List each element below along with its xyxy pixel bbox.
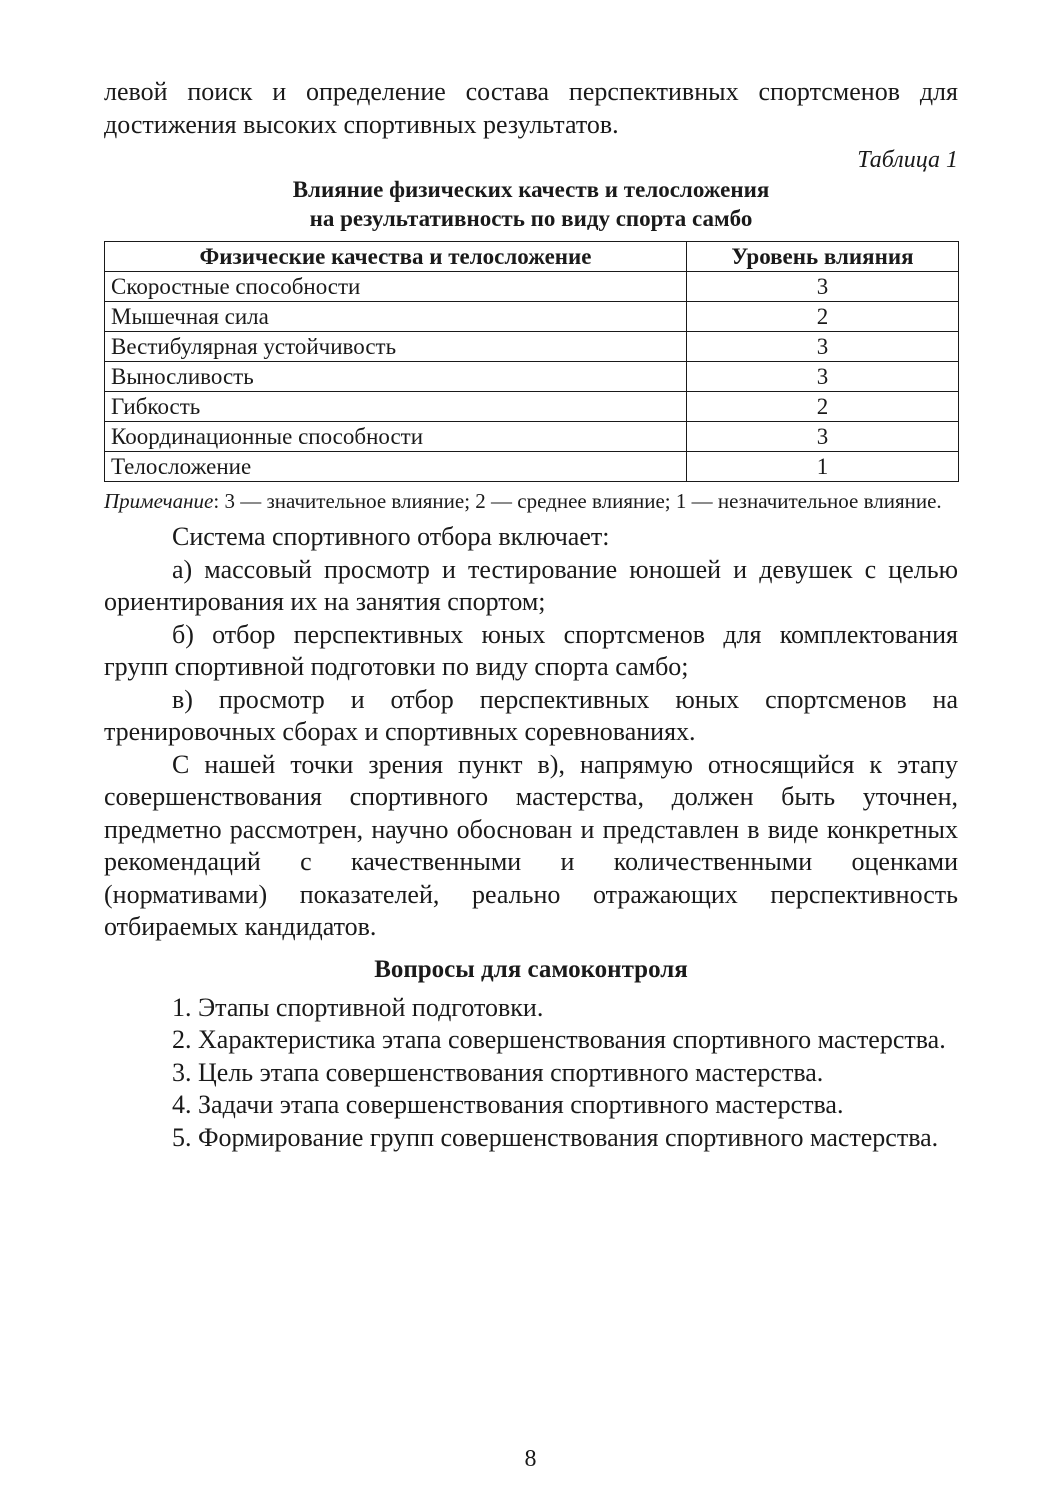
table-title-line-2: на результативность по виду спорта самбо: [309, 206, 753, 231]
selection-item-c: в) просмотр и отбор перспективных юных спортсменов на тренировочных сборах и спортивных соревнованиях.: [104, 684, 958, 746]
question-item: 5. Формирование групп совершенствования спортивного мастерства.: [172, 1122, 939, 1152]
level-cell: 2: [687, 302, 959, 332]
quality-cell: Мышечная сила: [105, 302, 687, 332]
header-quality: Физические качества и телосложение: [105, 242, 687, 272]
level-cell: 2: [687, 392, 959, 422]
page-content: [104, 76, 958, 1154]
table-row: [105, 362, 959, 392]
header-level: Уровень влияния: [687, 242, 959, 272]
quality-cell: Вестибулярная устойчивость: [105, 332, 687, 362]
level-cell: 3: [687, 332, 959, 362]
influence-table: [104, 241, 959, 482]
question-item: 4. Задачи этапа совершенствования спортивного мастерства.: [172, 1090, 844, 1119]
note-text: : 3 — значительное влияние; 2 — среднее влияние; 1 — незначительное влияние.: [213, 489, 942, 513]
quality-cell: Гибкость: [105, 392, 687, 422]
table-note: [104, 488, 958, 515]
quality-cell: Телосложение: [105, 452, 687, 482]
table-row: [105, 422, 959, 452]
quality-cell: Скоростные способности: [105, 272, 687, 302]
questions-title: Вопросы для самоконтроля: [374, 955, 688, 983]
table-title-line-1: Влияние физических качеств и телосложения: [292, 177, 770, 202]
page-number: 8: [524, 1446, 537, 1472]
note-label: Примечание: [104, 489, 214, 513]
selection-intro: Система спортивного отбора включает:: [172, 522, 610, 551]
selection-item-b: б) отбор перспективных юных спортсменов для комплектования групп спортивной подготовки по виду спорта самбо;: [104, 619, 958, 681]
table-row: [105, 272, 959, 302]
table-title: [104, 175, 958, 233]
table-row: [105, 452, 959, 482]
table-label: Таблица 1: [857, 147, 958, 173]
level-cell: 3: [687, 422, 959, 452]
question-item: 1. Этапы спортивной подготовки.: [172, 992, 544, 1022]
table-row: [105, 392, 959, 422]
level-cell: 1: [687, 452, 959, 482]
table-row: [105, 302, 959, 332]
table-row: [105, 332, 959, 362]
question-item: 2. Характеристика этапа совершенствования спортивного мастерства.: [172, 1025, 946, 1054]
selection-item-a: а) массовый просмотр и тестирование юношей и девушек с целью ориентирования их на занятия спортом;: [104, 554, 958, 616]
selection-conclusion: С нашей точки зрения пункт в), напрямую относящийся к этапу совершенствования спортивного мастерства, должен быть уточнен, предметно рассмотрен, научно обоснован и представлен в виде конкретных рекомендаций с качественными и количественными оценками (нормативами) показателей, реально отражающих перспективность отбираемых кандидатов.: [104, 749, 958, 941]
level-cell: 3: [687, 362, 959, 392]
intro-paragraph: левой поиск и определение состава перспективных спортсменов для достижения высоких спортивных результатов.: [104, 77, 958, 139]
quality-cell: Координационные способности: [105, 422, 687, 452]
quality-cell: Выносливость: [105, 362, 687, 392]
question-item: 3. Цель этапа совершенствования спортивного мастерства.: [172, 1057, 824, 1087]
level-cell: 3: [687, 272, 959, 302]
table-header-row: [105, 242, 959, 272]
